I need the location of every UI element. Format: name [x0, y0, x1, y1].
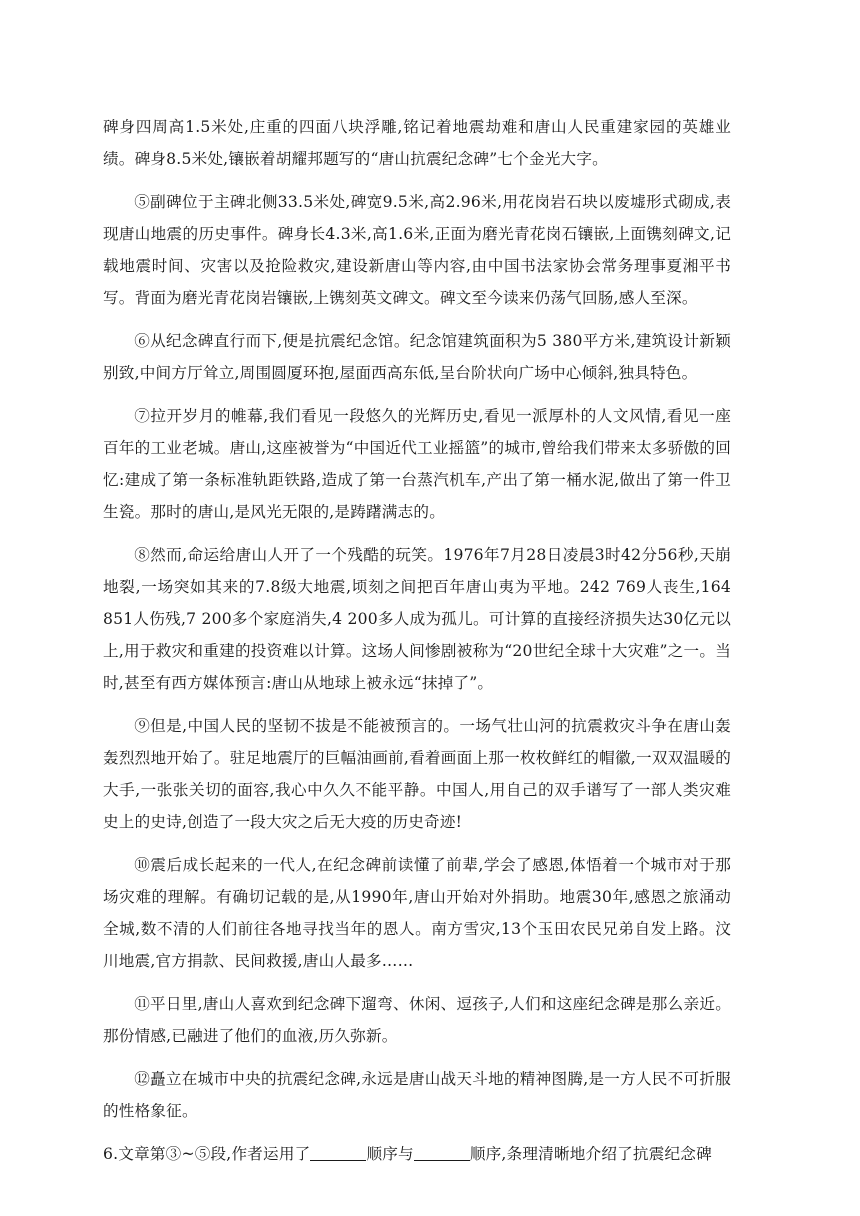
question-suffix: 顺序,条理清晰地介绍了抗震纪念碑 [469, 1145, 712, 1163]
answer-blank-2[interactable] [414, 1144, 470, 1161]
paragraph-5: ⑤副碑位于主碑北侧33.5米处,碑宽9.5米,高2.96米,用花岗岩石块以废墟形式砌成,表现唐山地震的历史事件。碑身长4.3米,高1.6米,正面为磨光青花岗石镶嵌,上面镌刻碑文,记载地震时间、灾害以及抢险救灾,建设新唐山等内容,由中国书法家协会常务理事夏湘平书写。背面为磨光青花岗岩镶嵌,上镌刻英文碑文。碑文至今读来仍荡气回肠,感人至深。 [103, 193, 731, 307]
paragraph-12: ⑫矗立在城市中央的抗震纪念碑,永远是唐山战天斗地的精神图腾,是一方人民不可折服的性格象征。 [103, 1070, 731, 1120]
paragraph-8: ⑧然而,命运给唐山人开了一个残酷的玩笑。1976年7月28日凌晨3时42分56秒,天崩地裂,一场突如其来的7.8级大地震,顷刻之间把百年唐山夷为平地。242 769人丧生,164 851人伤残,7 200多个家庭消失,4 200多人成为孤儿。可计算的直接经济损失达30亿元以上,用于救灾和重建的投资难以计算。这场人间惨剧被称为“20世纪全球十大灾难”之一。当时,甚至有西方媒体预言:唐山从地球上被永远“抹掉了”。 [103, 546, 731, 692]
paragraph-4-continued: 碑身四周高1.5米处,庄重的四面八块浮雕,铭记着地震劫难和唐山人民重建家园的英雄业绩。碑身8.5米处,镶嵌着胡耀邦题写的“唐山抗震纪念碑”七个金光大字。 [103, 118, 731, 168]
question-prefix: 6.文章第③~⑤段,作者运用了 [103, 1145, 311, 1163]
question-middle: 顺序与 [366, 1145, 414, 1163]
paragraph-7: ⑦拉开岁月的帷幕,我们看见一段悠久的光辉历史,看见一派厚朴的人文风情,看见一座百年的工业老城。唐山,这座被誉为“中国近代工业摇篮”的城市,曾给我们带来太多骄傲的回忆:建成了第一条标准轨距铁路,造成了第一台蒸汽机车,产出了第一桶水泥,做出了第一件卫生瓷。那时的唐山,是风光无限的,是踌躇满志的。 [103, 407, 731, 521]
paragraph-9: ⑨但是,中国人民的坚韧不拔是不能被预言的。一场气壮山河的抗震救灾斗争在唐山轰轰烈烈地开始了。驻足地震厅的巨幅油画前,看着画面上那一枚枚鲜红的帽徽,一双双温暖的大手,一张张关切的面容,我心中久久不能平静。中国人,用自己的双手谱写了一部人类灾难史上的史诗,创造了一段大灾之后无大疫的历史奇迹! [103, 717, 731, 831]
paragraph-10: ⑩震后成长起来的一代人,在纪念碑前读懂了前辈,学会了感恩,体悟着一个城市对于那场灾难的理解。有确切记载的是,从1990年,唐山开始对外捐助。地震30年,感恩之旅涌动全城,数不清的人们前往各地寻找当年的恩人。南方雪灾,13个玉田农民兄弟自发上路。汶川地震,官方捐款、民间救援,唐山人最多…… [103, 856, 731, 970]
paragraph-6: ⑥从纪念碑直行而下,便是抗震纪念馆。纪念馆建筑面积为5 380平方米,建筑设计新颖别致,中间方厅耸立,周围圆厦环抱,屋面西高东低,呈台阶状向广场中心倾斜,独具特色。 [103, 332, 731, 382]
paragraph-11: ⑪平日里,唐山人喜欢到纪念碑下遛弯、休闲、逗孩子,人们和这座纪念碑是那么亲近。那份情感,已融进了他们的血液,历久弥新。 [103, 995, 731, 1045]
question-6 [103, 1138, 731, 1170]
answer-blank-1[interactable] [310, 1144, 366, 1161]
document-page [103, 111, 731, 1170]
